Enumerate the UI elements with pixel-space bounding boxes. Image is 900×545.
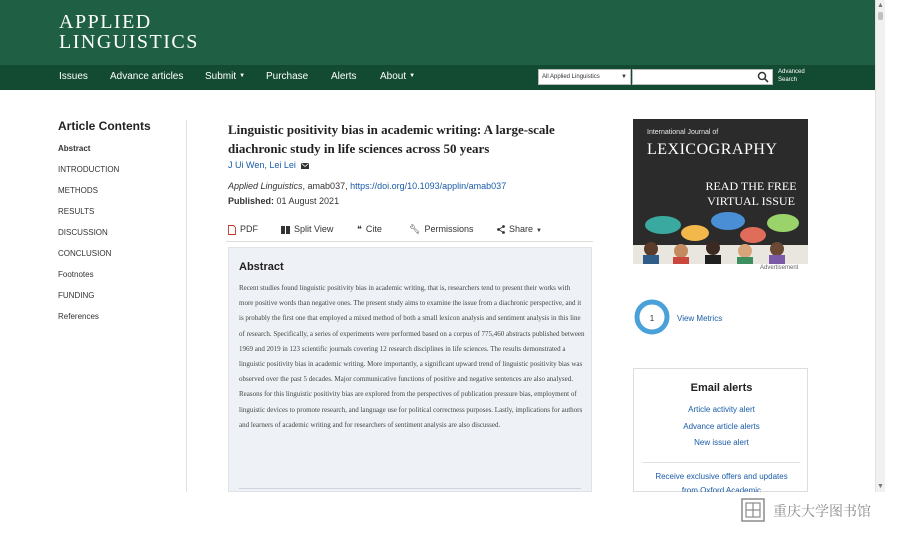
search-icon[interactable] (757, 71, 769, 83)
library-watermark (741, 497, 876, 523)
article-contents-title: Article Contents (58, 119, 151, 133)
share-icon (497, 225, 505, 234)
article-id: , amab037, (302, 181, 351, 191)
toc-funding[interactable]: FUNDING (58, 291, 95, 300)
toc-discussion[interactable]: DISCUSSION (58, 228, 108, 237)
new-issue-alert-link[interactable]: New issue alert (694, 438, 749, 447)
abstract-divider (239, 488, 581, 489)
abstract-body: Recent studies found linguistic positivity bias in academic writing, that is, researchers tend to present their works with more positive words than negative ones. The present study aims to examine the issue from a diachronic perspective, and it is probably the first one that employed a mixed method of both a small lexicon analysis and sentiment analysis in this line of research. Specifically, a series of experiments were performed based on a corpus of 775,460 abstracts published between 1969 and 2019 in 123 scientific journals covering 12 research disciplines in life sciences. The results demonstrated a linguistic positivity bias in academic writing. More importantly, a significant upward trend of linguistic positivity bias was observed over the past 5 decades. Major communicative functions of positive and negative sentences are also analysed. Reasons for this linguistic positivity bias are explored from the perspectives of publication pressure bias, employment of linguistic devices to promote research, and language use for political correctness purposes. Lastly, implications for authors and learners of academic writing and for researchers of sentiment analysis are also discussed. (239, 284, 585, 429)
offers-link[interactable]: Receive exclusive offers and updates (655, 472, 788, 481)
scroll-down-icon[interactable]: ▼ (877, 483, 884, 490)
published-date: Published: 01 August 2021 (228, 196, 340, 206)
permissions-button[interactable]: 🔧︎ Permissions (409, 224, 474, 235)
author-links[interactable]: J Ui Wen, Lei Lei (228, 160, 296, 170)
email-alerts-title: Email alerts (690, 382, 753, 394)
ad-title: LEXICOGRAPHY (647, 141, 778, 158)
chevron-down-icon: ▼ (239, 73, 246, 80)
wrench-icon: 🔧︎ (409, 224, 421, 235)
toc-results[interactable]: RESULTS (58, 207, 95, 216)
toc-methods[interactable]: METHODS (58, 186, 98, 195)
column-divider (186, 120, 187, 492)
scroll-up-icon[interactable]: ▲ (877, 2, 884, 9)
authors (228, 160, 309, 170)
mail-icon[interactable] (301, 163, 309, 169)
nav-issues[interactable]: Issues (59, 71, 88, 82)
search-input[interactable] (632, 69, 773, 85)
toc-abstract[interactable]: Abstract (58, 144, 91, 153)
chevron-down-icon: ▼ (409, 73, 416, 80)
article-activity-alert-link[interactable]: Article activity alert (688, 405, 755, 414)
library-logo-icon (741, 498, 765, 522)
chevron-down-icon: ▼ (536, 228, 542, 234)
share-button[interactable]: Share ▼ (497, 224, 542, 234)
speech-bubbles-illustration (633, 211, 808, 264)
view-metrics-link[interactable]: View Metrics (677, 314, 723, 323)
citation-line (228, 181, 506, 191)
pdf-icon (228, 225, 236, 235)
article-contents (58, 119, 185, 321)
scrollbar-thumb[interactable] (878, 12, 883, 20)
advertisement-label: Advertisement (760, 265, 799, 271)
split-view-button[interactable]: Split View (281, 224, 333, 234)
ad-call-to-action: READ THE FREE VIRTUAL ISSUE (705, 179, 797, 208)
pdf-button[interactable]: PDF (228, 224, 258, 235)
offers-link-line2[interactable]: from Oxford Academic (681, 486, 762, 492)
ad-subtitle: International Journal of (647, 129, 719, 136)
nav-purchase[interactable]: Purchase (266, 71, 309, 82)
journal-logo[interactable] (59, 12, 199, 52)
toc-footnotes[interactable]: Footnotes (58, 270, 94, 279)
masthead (0, 0, 875, 65)
nav-about[interactable]: About ▼ (380, 71, 416, 82)
toc-conclusion[interactable]: CONCLUSION (58, 249, 112, 258)
nav-submit[interactable]: Submit ▼ (205, 71, 246, 82)
quote-icon: ❝ (357, 224, 362, 235)
split-view-icon (281, 226, 290, 234)
chevron-down-icon: ▼ (621, 74, 627, 80)
search-scope-select[interactable]: All Applied Linguistics ▼ (538, 69, 631, 85)
abstract-section (228, 247, 592, 492)
alerts-divider (642, 462, 800, 463)
journal-logo-line1: APPLIED (59, 11, 152, 33)
vertical-scrollbar[interactable] (875, 0, 885, 492)
nav-advance-articles[interactable]: Advance articles (110, 71, 184, 82)
journal-logo-line2: LINGUISTICS (59, 31, 199, 53)
advanced-search-link[interactable]: Advanced Search (778, 69, 805, 83)
toc-references[interactable]: References (58, 312, 99, 321)
article-title: Linguistic positivity bias in academic writing: A large-scale diachronic study in life sciences across 50 years (228, 122, 555, 156)
advance-article-alerts-link[interactable]: Advance article alerts (683, 422, 760, 431)
cite-button[interactable]: ❝ Cite (357, 224, 382, 235)
journal-name: Applied Linguistics (228, 181, 303, 191)
metrics-count: 1 (649, 314, 655, 323)
nav-alerts[interactable]: Alerts (331, 71, 357, 82)
email-alerts-panel (633, 368, 808, 492)
advertisement-banner[interactable] (633, 119, 808, 264)
abstract-title: Abstract (239, 261, 284, 273)
toc-introduction[interactable]: INTRODUCTION (58, 165, 120, 174)
library-watermark-text: 重庆大学图书馆 (773, 503, 871, 519)
doi-link[interactable]: https://doi.org/10.1093/applin/amab037 (350, 181, 507, 191)
article-toolbar (226, 220, 593, 242)
